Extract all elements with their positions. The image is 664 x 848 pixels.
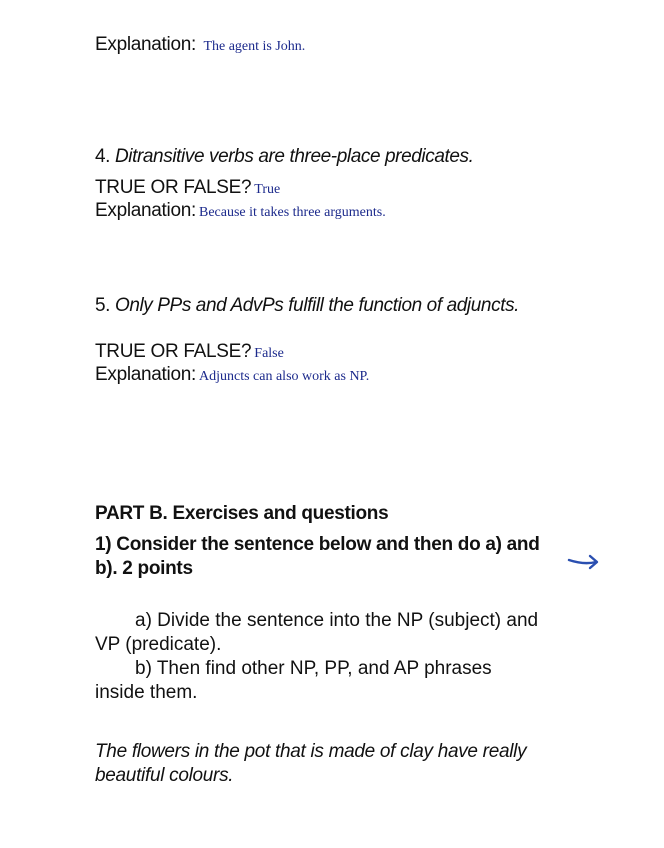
right-arrow-icon [566,552,600,572]
q5-explanation-label: Explanation: [95,364,196,385]
q4-explanation-label: Explanation: [95,200,196,221]
q4-statement [95,146,474,168]
example-sentence: The flowers in the pot that is made of clay have really beautiful colours. [95,741,527,786]
q4-tf-line [95,177,280,199]
q4-explanation-answer: Because it takes three arguments. [198,205,386,220]
instruction-a-line2: VP (predicate). [95,634,222,655]
q3-explanation-answer: The agent is John. [203,39,306,54]
part-b-instructions [95,609,575,705]
part-b-question-1: 1) Consider the sentence below and then do a) and b). 2 points [95,534,540,579]
q5-tf-answer: False [254,346,284,361]
q5-number: 5. [95,295,111,316]
q4-tf-answer: True [254,182,281,197]
instruction-a-line1: a) Divide the sentence into the NP (subject) and [135,610,539,631]
q5-explanation-line [95,364,369,386]
q5-explanation-answer: Adjuncts can also work as NP. [198,369,370,384]
q3-explanation-label: Explanation: [95,34,196,55]
q4-statement-text: Ditransitive verbs are three-place predicates. [114,146,474,167]
q5-statement-text: Only PPs and AdvPs fulfill the function of adjuncts. [114,295,520,316]
q5-tf-label: TRUE OR FALSE? [95,341,252,362]
q4-number: 4. [95,146,111,167]
q4-tf-label: TRUE OR FALSE? [95,177,252,198]
q3-explanation-line [95,34,305,56]
instruction-b-line1: b) Then find other NP, PP, and AP phrases [135,658,492,679]
q5-statement [95,295,519,317]
q5-tf-line [95,341,284,363]
instruction-b-line2: inside them. [95,682,198,703]
part-b-title: PART B. Exercises and questions [95,503,389,524]
q4-explanation-line [95,200,386,222]
